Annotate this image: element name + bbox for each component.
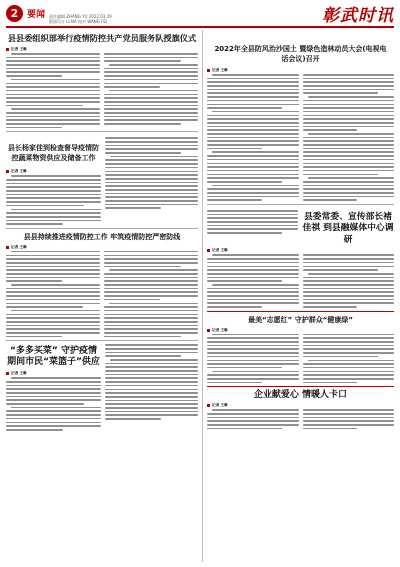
- divider: [6, 228, 198, 229]
- byline-marker-icon: [207, 249, 210, 252]
- article-6-byline: 记者 王琳: [212, 248, 228, 253]
- byline-marker-icon: [207, 69, 210, 72]
- article-5-headline: 2022年全县防风治沙国土 暨绿色造林动员大会(电视电话会议)召开: [214, 45, 387, 63]
- article-1-headline: 县县委组织部举行疫情防控共产党员服务队授旗仪式: [7, 33, 197, 43]
- article-4-headline: “多多买菜” 守护疫情期间市民“菜篮子”供应: [7, 346, 100, 368]
- article-8: [207, 390, 394, 429]
- byline-marker-icon: [6, 170, 9, 173]
- article-5-body: [207, 74, 394, 201]
- article-7-body: [207, 334, 394, 384]
- article-8-body: [207, 409, 394, 429]
- byline-marker-icon: [6, 372, 9, 375]
- article-6-body: [207, 254, 394, 307]
- meta-line-2: 版面设计 LI NA 校对 WANG FEI: [49, 19, 108, 24]
- right-column: [203, 30, 394, 562]
- article-5-byline: 记者 王琳: [212, 68, 228, 72]
- article-7-byline: 记者 王琳: [212, 327, 228, 332]
- article-4: [6, 344, 198, 430]
- newspaper-logo: 彰武时讯: [322, 5, 394, 26]
- left-column: [6, 30, 203, 562]
- divider: [207, 386, 394, 387]
- divider: [6, 131, 198, 132]
- article-5: [207, 44, 394, 201]
- article-6-body-lead: [207, 208, 298, 247]
- byline-marker-icon: [207, 404, 210, 407]
- article-3-body: [6, 251, 198, 337]
- divider: [6, 340, 198, 341]
- article-3: [6, 232, 198, 337]
- article-3-headline: 县县持续推进疫情防控工作 牢筑疫情防控严密防线: [23, 232, 181, 241]
- page-number: 2: [6, 5, 23, 22]
- page-columns: [6, 30, 394, 562]
- article-2: [6, 135, 198, 225]
- byline-marker-icon: [6, 48, 9, 51]
- meta-line-1: 责任编辑 ZHANG YU 2022.03.29: [49, 14, 112, 19]
- article-6-headline: 县委常委、宣传部长褚佳祺 到县融媒体中心调研: [302, 211, 394, 245]
- article-6: [207, 208, 394, 308]
- article-2-headline: 县长杨家佳到检查督导疫情防控蔬菜物资供应及储备工作: [8, 144, 99, 163]
- article-2-body-a: [6, 175, 101, 225]
- article-7-headline: 最美“志愿红” 守护群众“健康绿”: [248, 315, 353, 324]
- article-2-byline: 记者 王琳: [11, 169, 27, 174]
- article-7: [207, 315, 394, 384]
- article-1: [6, 33, 198, 128]
- byline-marker-icon: [6, 246, 9, 249]
- divider: [207, 311, 394, 312]
- masthead: [6, 0, 394, 28]
- article-4-body-b: [105, 344, 198, 430]
- article-3-byline: 记者 王琳: [11, 244, 27, 249]
- article-1-byline: 记者 王琳: [11, 47, 27, 51]
- masthead-meta: [49, 14, 112, 24]
- article-4-byline: 记者 王琳: [11, 371, 27, 376]
- section-title: 要闻: [27, 9, 46, 20]
- article-1-body: [6, 53, 198, 128]
- article-4-body-a: [6, 377, 101, 430]
- byline-marker-icon: [207, 329, 210, 332]
- article-8-headline: 企业献爱心 情暖人卡口: [253, 390, 348, 401]
- article-8-byline: 记者 王琳: [212, 403, 228, 408]
- article-2-body-b: [105, 135, 198, 225]
- divider: [207, 204, 394, 205]
